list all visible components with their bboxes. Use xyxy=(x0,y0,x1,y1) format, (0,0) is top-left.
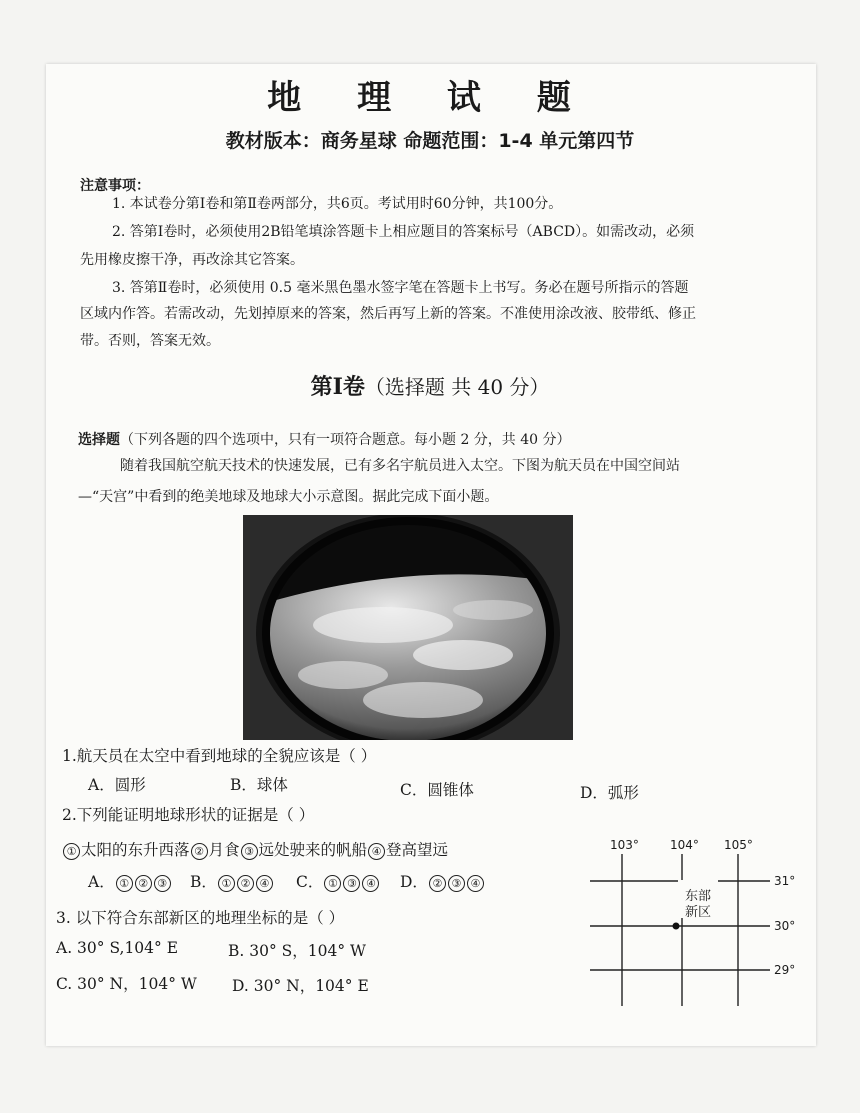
q2-option-d-letter: D． xyxy=(400,873,428,891)
num-marker: ③ xyxy=(448,875,465,892)
place-label-line1: 东部 xyxy=(685,889,712,904)
notice-item-3-cont: 区域内作答。若需改动，先划掉原来的答案，然后再写上新的答案。不准使用涂改液、胶带纸、修正 xyxy=(80,306,696,322)
notice-item-3-end: 带。否则，答案无效。 xyxy=(80,333,220,349)
section-title: 第Ⅰ卷 xyxy=(310,374,365,400)
num-marker: ① xyxy=(324,875,341,892)
notice-item-2: 2. 答第Ⅰ卷时，必须使用2B铅笔填涂答题卡上相应题目的答案标号（ABCD）。如需改动，必须 xyxy=(112,224,695,240)
intro-line-1: 随着我国航空航天技术的快速发展，已有多名宇航员进入太空。下图为航天员在中国空间站 xyxy=(120,458,680,474)
choice-marker-1: ① xyxy=(63,843,80,860)
page-title: 地 理 试 题 xyxy=(267,78,593,118)
num-marker: ④ xyxy=(467,875,484,892)
place-label-line2: 新区 xyxy=(685,905,712,920)
num-marker: ① xyxy=(218,875,235,892)
lat-label-29: 29° xyxy=(774,963,796,977)
q3-option-d[interactable]: D. 30° N，104° E xyxy=(232,977,369,995)
q2-option-b[interactable] xyxy=(190,870,274,892)
lon-label-105: 105° xyxy=(724,838,753,852)
notice-item-3: 3. 答第Ⅱ卷时，必须使用 0.5 毫米黑色墨水签字笔在答题卡上书写。务必在题号所指示的答题 xyxy=(112,280,689,296)
q1-option-c[interactable]: C．圆锥体 xyxy=(400,781,474,799)
page-subtitle: 教材版本：商务星球 命题范围：1-4 单元第四节 xyxy=(225,130,635,152)
q3-option-a[interactable]: A. 30° S,104° E xyxy=(56,939,179,957)
num-marker: ② xyxy=(237,875,254,892)
q2-option-c-letter: C． xyxy=(296,873,324,891)
num-marker: ③ xyxy=(154,875,171,892)
num-marker: ② xyxy=(429,875,446,892)
earth-from-space-photo xyxy=(243,515,573,740)
notice-item-2-cont: 先用橡皮擦干净，再改涂其它答案。 xyxy=(80,252,304,268)
choice-marker-3: ③ xyxy=(241,843,258,860)
lon-label-104: 104° xyxy=(670,838,699,852)
notice-item-1: 1. 本试卷分第Ⅰ卷和第Ⅱ卷两部分，共6页。考试用时60分钟，共100分。 xyxy=(112,196,563,212)
q3-option-c[interactable]: C. 30° N，104° W xyxy=(56,975,197,993)
lat-label-31: 31° xyxy=(774,874,796,888)
notice-heading: 注意事项： xyxy=(80,178,150,194)
q2-option-c[interactable] xyxy=(296,870,380,892)
q2-choice-3: 远处驶来的帆船 xyxy=(258,841,368,859)
q2-stem: 2.下列能证明地球形状的证据是（ ） xyxy=(62,806,315,824)
intro-line-2: —“天宫”中看到的绝美地球及地球大小示意图。据此完成下面小题。 xyxy=(78,489,499,505)
q2-choices xyxy=(62,838,448,860)
q2-choice-4: 登高望远 xyxy=(386,841,449,859)
num-marker: ① xyxy=(116,875,133,892)
choice-marker-4: ④ xyxy=(368,843,385,860)
q2-option-a-letter: A． xyxy=(88,873,115,891)
q3-option-b[interactable]: B. 30° S，104° W xyxy=(228,942,366,960)
instructions-label: 选择题 xyxy=(78,432,120,448)
section-heading xyxy=(0,370,860,401)
q2-option-d[interactable] xyxy=(400,870,485,892)
q2-option-b-letter: B． xyxy=(190,873,217,891)
q1-option-b[interactable]: B．球体 xyxy=(230,776,288,794)
num-marker: ④ xyxy=(362,875,379,892)
east-district-dot xyxy=(673,923,680,930)
q2-option-a[interactable] xyxy=(88,870,172,892)
coordinate-grid-map xyxy=(590,838,800,1010)
choice-marker-2: ② xyxy=(191,843,208,860)
q2-choice-1: 太阳的东升西落 xyxy=(81,841,190,859)
q1-option-d[interactable]: D．弧形 xyxy=(580,784,639,802)
instructions-text: （下列各题的四个选项中，只有一项符合题意。每小题 2 分，共 40 分） xyxy=(120,432,571,448)
section-note: （选择题 共 40 分） xyxy=(364,375,550,399)
num-marker: ④ xyxy=(256,875,273,892)
num-marker: ② xyxy=(135,875,152,892)
instructions xyxy=(78,427,571,453)
q1-option-a[interactable]: A．圆形 xyxy=(88,776,146,794)
q2-choice-2: 月食 xyxy=(208,841,240,859)
q1-stem: 1.航天员在太空中看到地球的全貌应该是（ ） xyxy=(62,747,377,765)
q3-stem: 3. 以下符合东部新区的地理坐标的是（ ） xyxy=(56,909,345,927)
lat-label-30: 30° xyxy=(774,919,796,933)
lon-label-103: 103° xyxy=(610,838,639,852)
num-marker: ③ xyxy=(343,875,360,892)
